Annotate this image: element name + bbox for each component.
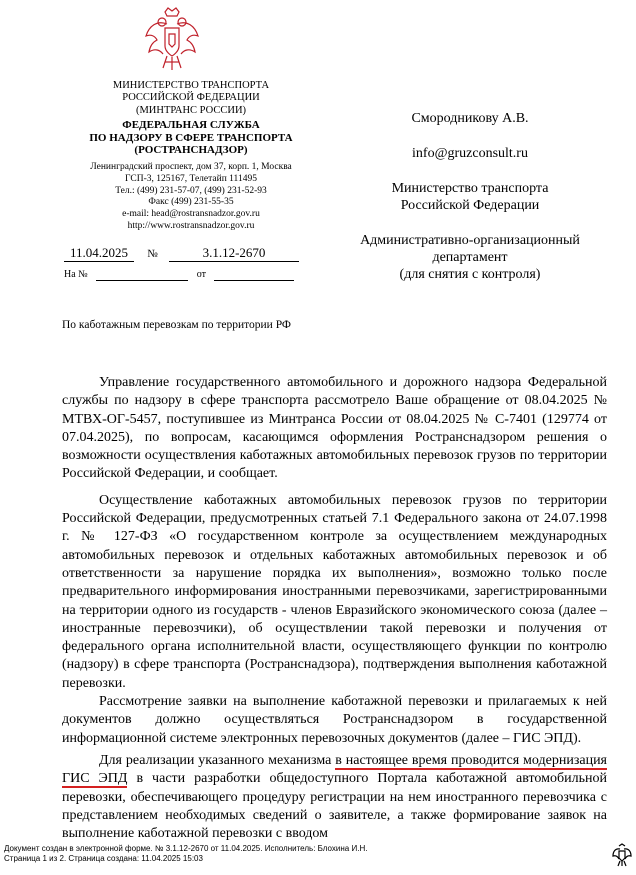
body-paragraph: Управление государственного автомобильного и дорожного надзора Федеральной службы по надзору в сфере транспорта рассмотрело Ваше обращение от 08.04.2025 № МТВХ-ОГ-5457, поступившее из Минтранса России от 08.04.2025 № С-7401 (129774 от 07.04.2025), по вопросам, касающимся оформления Ространснадзором решения о возможности осуществления каботажных автомобильных перевозок грузов по территории Российской Федерации, и сообщает. bbox=[62, 375, 607, 482]
addressee-dept-line: департамент bbox=[432, 250, 508, 265]
document-date: 11.04.2025 bbox=[64, 245, 134, 262]
website-line: http://www.rostransnadzor.gov.ru bbox=[127, 220, 255, 231]
phone-line: Тел.: (499) 231-57-07, (499) 231-52-93 bbox=[115, 185, 267, 196]
sender-contacts bbox=[50, 162, 332, 233]
body-paragraph bbox=[62, 752, 607, 843]
addressee-dept-line: Административно-организационный bbox=[360, 233, 580, 248]
ministry-line: (МИНТРАНС РОССИИ) bbox=[135, 104, 247, 116]
coat-of-arms-icon bbox=[143, 6, 201, 74]
ref-label: На № bbox=[64, 269, 88, 280]
service-line: ПО НАДЗОРУ В СФЕРЕ ТРАНСПОРТА bbox=[89, 131, 293, 144]
document-number: 3.1.12-2670 bbox=[169, 245, 299, 262]
addressee-org-line: Российской Федерации bbox=[400, 198, 540, 213]
addressee-email: info@gruzconsult.ru bbox=[412, 146, 528, 161]
ref-number-blank bbox=[96, 269, 188, 281]
fax-line: Факс (499) 231-55-35 bbox=[148, 197, 234, 208]
addressee-dept-line: (для снятия с контроля) bbox=[399, 267, 541, 282]
footer-line: Страница 1 из 2. Страница создана: 11.04.2025 15:03 bbox=[4, 853, 203, 863]
coat-of-arms-small-icon bbox=[612, 843, 632, 867]
ministry-line: МИНИСТЕРСТВО ТРАНСПОРТА bbox=[112, 80, 270, 91]
address-line: ГСП-3, 125167, Телетайп 111495 bbox=[125, 173, 257, 184]
registration-line bbox=[64, 245, 299, 262]
ministry-line: РОССИЙСКОЙ ФЕДЕРАЦИИ bbox=[122, 92, 260, 104]
footer-line: Документ создан в электронной форме. № 3.1.12-2670 от 11.04.2025. Исполнитель: Блохина И.Н. bbox=[4, 844, 368, 853]
service-header bbox=[50, 119, 332, 157]
addressee-org-line: Министерство транспорта bbox=[391, 181, 549, 196]
letter-subject: По каботажным перевозкам по территории РФ bbox=[62, 319, 291, 331]
document-footer bbox=[4, 844, 367, 863]
ministry-header bbox=[50, 80, 332, 117]
addressee-name: Смородникову А.В. bbox=[411, 111, 529, 126]
reference-line bbox=[64, 269, 294, 281]
addressee-dept bbox=[340, 232, 600, 283]
service-line: (РОСТРАНСНАДЗОР) bbox=[134, 144, 248, 157]
letter-body bbox=[62, 374, 607, 843]
body-paragraph: Осуществление каботажных автомобильных перевозок грузов по территории Российской Федерации, предусмотренных статьей 7.1 Федерального закона от 24.07.1998 г. № 127-ФЗ «О государственном контроле за осуществлением международных автомобильных перевозок и отдельных каботажных автомобильных перевозок и об ответственности за нарушение порядка их выполнения», возможно только после предварительного информирования иностранными перевозчиками, зарегистрированными на территории одного из государств - членов Евразийского экономического союза (далее – иностранные перевозчики), об осуществлении такой перевозки и получения от федерального органа исполнительной власти, осуществляющего функции по контролю (надзору) в сфере транспорта (Ространснадзора), подтверждения выполнения каботажной перевозки. bbox=[62, 492, 607, 691]
highlighted-text: в настоящее время проводится модернизация ГИС ЭПД bbox=[62, 752, 607, 787]
service-line: ФЕДЕРАЛЬНАЯ СЛУЖБА bbox=[122, 119, 260, 131]
number-label: № bbox=[147, 248, 158, 260]
addressee-org bbox=[340, 180, 600, 214]
address-line: Ленинградский проспект, дом 37, корп. 1, Москва bbox=[90, 162, 292, 172]
body-paragraph: Рассмотрение заявки на выполнение каботажной перевозки и прилагаемых к ней документов должно осуществляться Ространснадзором в государственной информационной системе электронных перевозочных документов (далее – ГИС ЭПД). bbox=[62, 694, 607, 746]
body-text-start: Для реализации указанного механизма bbox=[99, 752, 336, 768]
ref-from-label: от bbox=[196, 269, 206, 280]
body-text-end: в части разработки общедоступного Портала каботажной автомобильной перевозки, обеспечивающего процедуру регистрации на нем иностранного перевозчика с представлением необходимых сведений о заявителе, а также формирование заявок на выполнение каботажной перевозки с вводом bbox=[62, 771, 607, 842]
email-line: e-mail: head@rostransnadzor.gov.ru bbox=[122, 209, 260, 220]
ref-date-blank bbox=[214, 269, 294, 281]
